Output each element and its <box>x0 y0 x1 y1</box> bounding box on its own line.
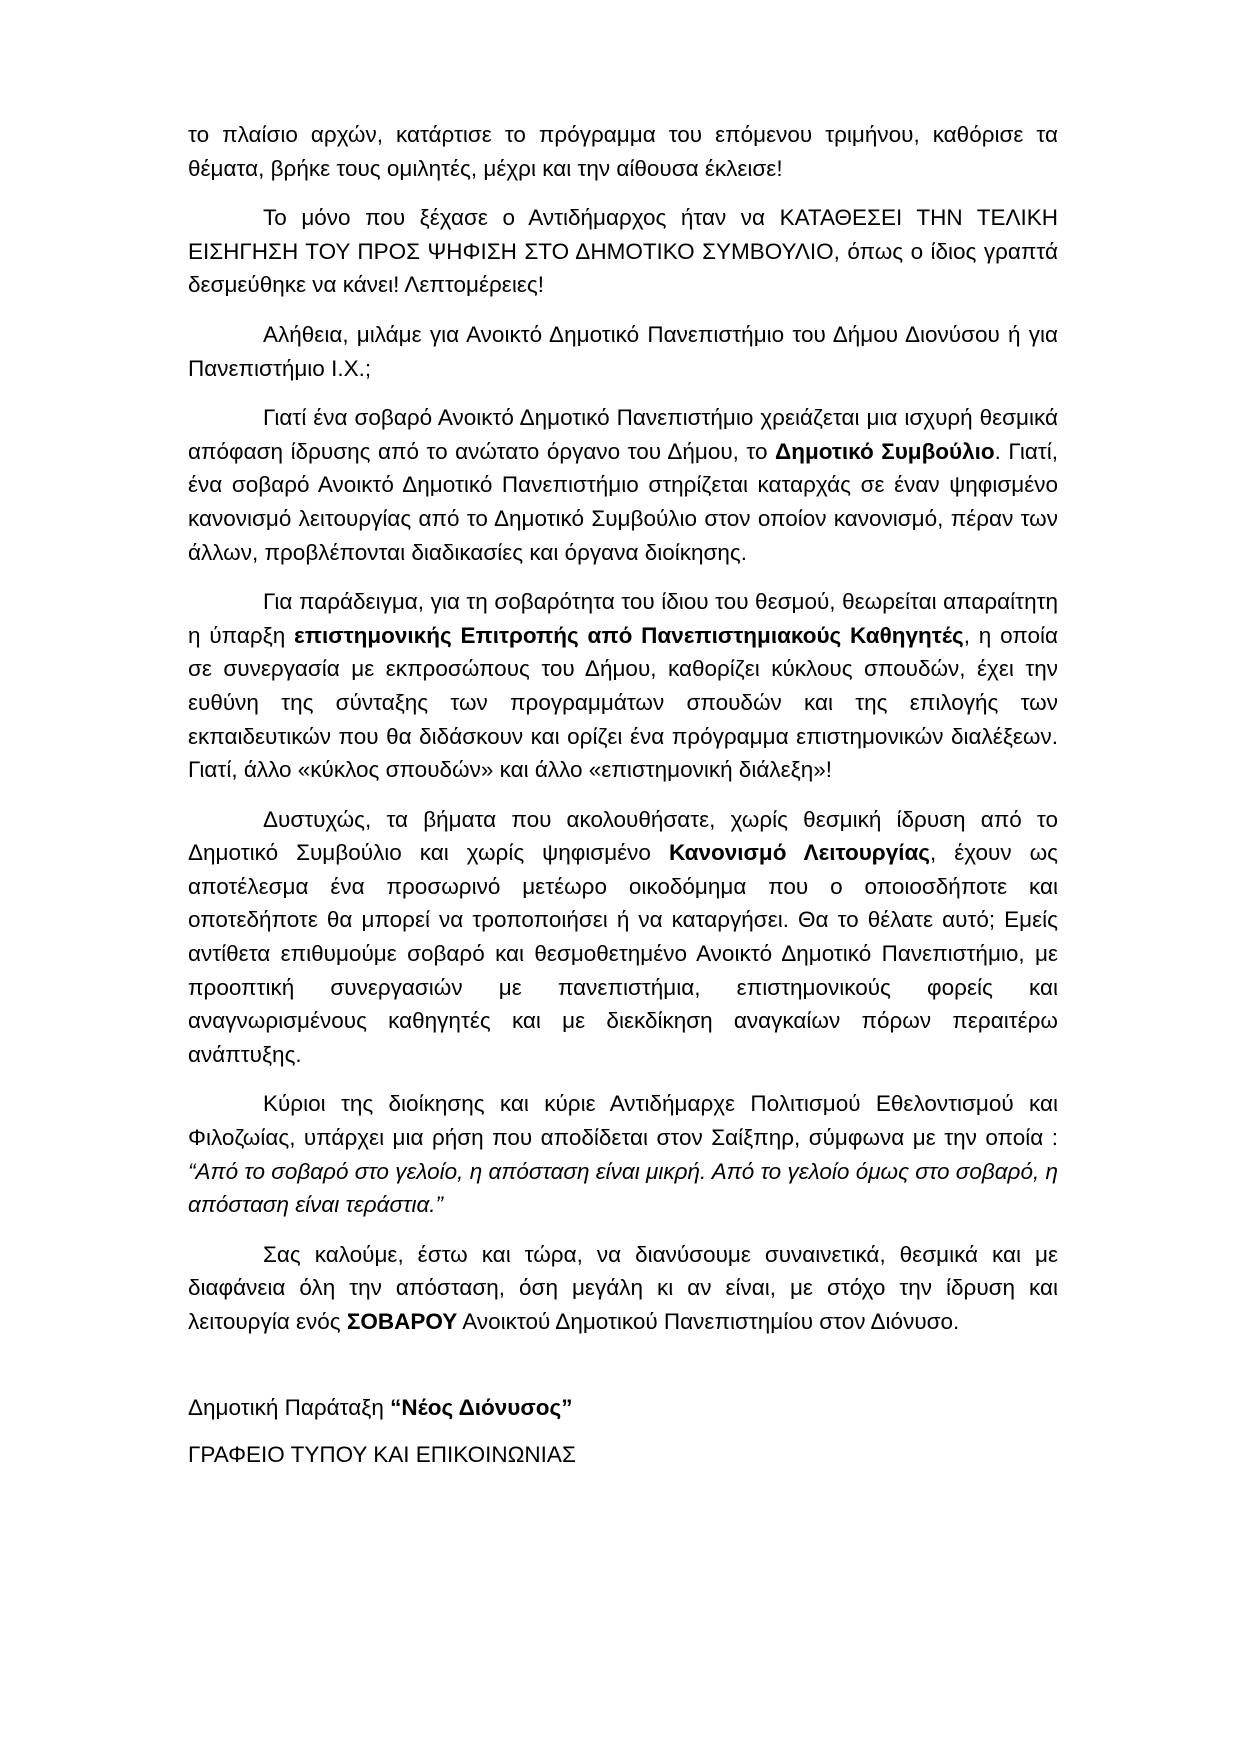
bold-text: Κανονισμό Λειτουργίας <box>668 840 931 866</box>
bold-text: επιστημονικής Επιτροπής από Πανεπιστημιακούς Καθηγητές <box>294 622 964 648</box>
paragraph <box>188 1238 1058 1339</box>
text-run: Ανοικτού Δημοτικού Πανεπιστημίου στον Διόνυσο. <box>457 1309 960 1334</box>
paragraph <box>188 1087 1058 1221</box>
party-line <box>188 1391 1058 1425</box>
text-run: Σας καλούμε, έστω και τώρα, να διανύσουμε συναινετικά, θεσμικά και με διαφάνεια όλη την απόσταση, όση μεγάλη κι αν είναι, με στόχο την ίδρυση και λειτουργία ενός <box>188 1241 1058 1334</box>
text-run: Αλήθεια, μιλάμε για Ανοικτό Δημοτικό Πανεπιστήμιο του Δήμου Διονύσου ή για Πανεπιστήμιο Ι.Χ.; <box>188 321 1058 381</box>
press-office: ΓΡΑΦΕΙΟ ΤΥΠΟΥ ΚΑΙ ΕΠΙΚΟΙΝΩΝΙΑΣ <box>188 1442 576 1468</box>
paragraph <box>188 803 1058 1072</box>
paragraph <box>188 585 1058 787</box>
paragraph <box>188 401 1058 569</box>
text-run: Το μόνο που ξέχασε ο Αντιδήμαρχος ήταν να ΚΑΤΑΘΕΣΕΙ ΤΗΝ ΤΕΛΙΚΗ ΕΙΣΗΓΗΣΗ ΤΟΥ ΠΡΟΣ ΨΗΦΙΣΗ ΣΤΟ ΔΗΜΟΤΙΚΟ ΣΥΜΒΟΥΛΙΟ, όπως ο ίδιος γραπτά δεσμεύθηκε να κάνει! Λεπτομέρειες! <box>188 205 1058 298</box>
bold-text: Δημοτικό Συμβούλιο <box>775 438 995 464</box>
text-run: Για παράδειγμα, για τη σοβαρότητα του ίδιου του θεσμού, θεωρείται απαραίτητη η ύπαρξη <box>188 589 1058 648</box>
paragraph <box>188 201 1058 302</box>
text-run: Κύριοι της διοίκησης και κύριε Αντιδήμαρχε Πολιτισμού Εθελοντισμού και Φιλοζωίας, υπάρχει μια ρήση που αποδίδεται στον Σαίξπηρ, σύμφωνα με την οποία : <box>188 1091 1058 1151</box>
text-run: Δυστυχώς, τα βήματα που ακολουθήσατε, χωρίς θεσμική ίδρυση από το Δημοτικό Συμβούλιο και χωρίς ψηφισμένο <box>188 806 1058 866</box>
text-run: , η οποία σε συνεργασία με εκπροσώπους του Δήμου, καθορίζει κύκλους σπουδών, έχει την ευθύνη της σύνταξης των προγραμμάτων σπουδών και της επιλογής των εκπαιδευτικών που θα διδάσκουν και ορίζει ένα πρόγραμμα επιστημονικών διαλέξεων. Γιατί, άλλο «κύκλος σπουδών» και άλλο «επιστημονική διάλεξη»! <box>188 622 1058 783</box>
document-body <box>188 118 1058 1339</box>
text-run: Γιατί ένα σοβαρό Ανοικτό Δημοτικό Πανεπιστήμιο χρειάζεται μια ισχυρή θεσμικά απόφαση ίδρυσης από το ανώτατο όργανο του Δήμου, το <box>188 405 1058 464</box>
party-name: “Νέος Διόνυσος” <box>390 1394 573 1420</box>
text-run: , έχουν ως αποτέλεσμα ένα προσωρινό μετέωρο οικοδόμημα που ο οποιοσδήποτε και οποτεδήποτε θα μπορεί να τροποποιήσει ή να καταργήσει. Θα το θέλατε αυτό; Εμείς αντίθετα επιθυμούμε σοβαρό και θεσμοθετημένο Ανοικτό Δημοτικό Πανεπιστήμιο, με προοπτική συνεργασιών με πανεπιστήμια, επιστημονικούς φορείς και αναγνωρισμένους καθηγητές και με διεκδίκηση αναγκαίων πόρων περαιτέρω ανάπτυξης. <box>188 840 1058 1067</box>
signature-block <box>188 1391 1058 1472</box>
text-run: το πλαίσιο αρχών, κατάρτισε το πρόγραμμα του επόμενου τριμήνου, καθόρισε τα θέματα, βρήκε τους ομιλητές, μέχρι και την αίθουσα έκλεισε! <box>188 122 1058 181</box>
paragraph <box>188 118 1058 185</box>
party-prefix: Δημοτική Παράταξη <box>188 1394 391 1420</box>
italic-quote: “Από το σοβαρό στο γελοίο, η απόσταση είναι μικρή. Από το γελοίο όμως στο σοβαρό, η απόσταση είναι τεράστια.” <box>188 1158 1058 1218</box>
text-run: . Γιατί, ένα σοβαρό Ανοικτό Δημοτικό Πανεπιστήμιο στηρίζεται καταρχάς σε έναν ψηφισμένο κανονισμό λειτουργίας από το Δημοτικό Συμβούλιο στον οποίον κανονισμό, πέραν των άλλων, προβλέπονται διαδικασίες και όργανα διοίκησης. <box>188 438 1058 565</box>
bold-text: ΣΟΒΑΡΟΥ <box>346 1309 458 1334</box>
paragraph <box>188 318 1058 385</box>
document-page <box>188 118 1058 1486</box>
